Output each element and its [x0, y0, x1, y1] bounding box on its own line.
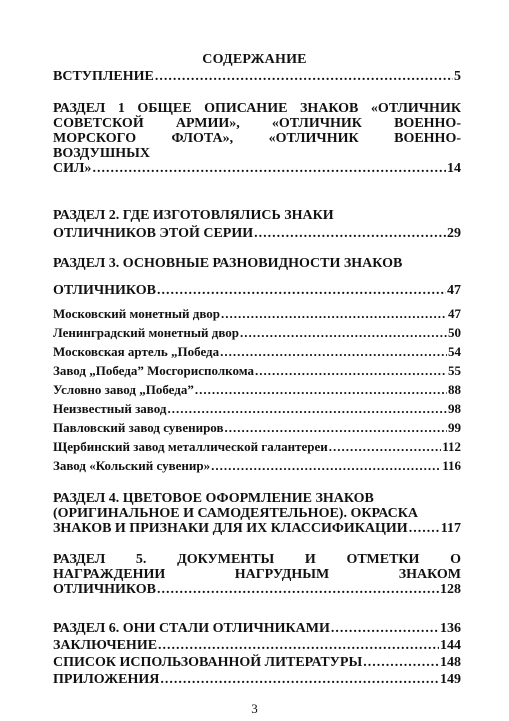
toc-line: РАЗДЕЛ 3. ОСНОВНЫЕ РАЗНОВИДНОСТИ ЗНАКОВ: [53, 256, 403, 271]
leader-dots: [155, 69, 453, 84]
toc-page: 54: [448, 344, 461, 359]
toc-subentry: [53, 401, 461, 420]
toc-label: ОТЛИЧНИКОВ ЭТОЙ СЕРИИ: [53, 226, 254, 241]
toc-label: ЗНАКОВ И ПРИЗНАКИ ДЛЯ ИХ КЛАССИФИКАЦИИ: [53, 521, 408, 536]
leader-dots: [409, 521, 440, 536]
toc-label: Ленинградский монетный двор: [53, 325, 239, 340]
toc-entry-section-5: [53, 552, 461, 597]
toc-label: Завод „Победа” Мосгорисполкома: [53, 363, 254, 378]
toc-subentry: [53, 382, 461, 401]
toc-page: 50: [448, 325, 461, 340]
leader-dots: [92, 161, 446, 176]
toc-line: РАЗДЕЛ 4. ЦВЕТОВОЕ ОФОРМЛЕНИЕ ЗНАКОВ: [53, 491, 374, 506]
toc-page: 136: [440, 621, 461, 636]
toc-page: 148: [440, 655, 461, 670]
toc-page: 144: [440, 638, 461, 653]
toc-page: 88: [448, 382, 461, 397]
toc-label: Павловский завод сувениров: [53, 420, 224, 435]
toc-sublist: [53, 306, 461, 477]
toc-page: 5: [454, 69, 461, 84]
toc-entry-section-4: [53, 491, 461, 536]
page-number: 3: [251, 701, 258, 716]
toc-line: (ОРИГИНАЛЬНОЕ И САМОДЕЯТЕЛЬНОЕ). ОКРАСКА: [53, 506, 419, 521]
toc-label: Московская артель „Победа: [53, 344, 220, 359]
toc-subentry: [53, 420, 461, 439]
toc-entry-intro: [53, 69, 461, 84]
toc-page: 117: [440, 521, 461, 536]
leader-dots: [211, 458, 441, 473]
toc-page: 112: [442, 439, 461, 454]
toc-label: Щербинский завод металлической галантереи: [53, 439, 328, 454]
leader-dots: [195, 382, 447, 397]
leader-dots: [157, 283, 446, 298]
toc-line: СОВЕТСКОЙ АРМИИ», «ОТЛИЧНИК ВОЕННО-: [53, 116, 461, 131]
leader-dots: [221, 306, 447, 321]
toc-page: 55: [448, 363, 461, 378]
leader-dots: [158, 638, 439, 653]
leader-dots: [329, 439, 441, 454]
toc-label: РАЗДЕЛ 6. ОНИ СТАЛИ ОТЛИЧНИКАМИ: [53, 621, 330, 636]
leader-dots: [157, 582, 439, 597]
toc-page: 98: [448, 401, 461, 416]
leader-dots: [220, 344, 447, 359]
toc-label: Неизвестный завод: [53, 401, 167, 416]
toc-label: ПРИЛОЖЕНИЯ: [53, 672, 160, 687]
toc-page: 47: [447, 283, 461, 298]
toc-label: Московский монетный двор: [53, 306, 220, 321]
toc-entry-literature: [53, 655, 461, 672]
toc-entry-conclusion: [53, 638, 461, 655]
toc-subentry: [53, 306, 461, 325]
toc-page: 128: [440, 582, 461, 597]
leader-dots: [240, 325, 447, 340]
toc-entry-section-6: [53, 621, 461, 689]
toc-line: НАГРАЖДЕНИИ НАГРУДНЫМ ЗНАКОМ: [53, 567, 461, 582]
toc-label: ЗАКЛЮЧЕНИЕ: [53, 638, 158, 653]
toc-line: РАЗДЕЛ 1 ОБЩЕЕ ОПИСАНИЕ ЗНАКОВ «ОТЛИЧНИК: [53, 101, 461, 116]
toc-page: 99: [448, 420, 461, 435]
toc-title: СОДЕРЖАНИЕ: [202, 52, 307, 67]
toc-label: ОТЛИЧНИКОВ: [53, 582, 156, 597]
toc-line: МОРСКОГО ФЛОТА», «ОТЛИЧНИК ВОЕННО-: [53, 131, 461, 146]
leader-dots: [331, 621, 439, 636]
toc-subentry: [53, 439, 461, 458]
toc-page: 14: [447, 161, 461, 176]
leader-dots: [167, 401, 447, 416]
leader-dots: [363, 655, 439, 670]
toc-page: 29: [447, 226, 461, 241]
toc-subentry: [53, 458, 461, 477]
leader-dots: [160, 672, 439, 687]
toc-label: СПИСОК ИСПОЛЬЗОВАННОЙ ЛИТЕРАТУРЫ: [53, 655, 363, 670]
toc-label: ОТЛИЧНИКОВ: [53, 283, 156, 298]
toc-entry-section-2: [53, 208, 461, 241]
toc-label: Завод «Кольский сувенир»: [53, 458, 211, 473]
toc-entry-appendix: [53, 672, 461, 689]
toc-line: РАЗДЕЛ 2. ГДЕ ИЗГОТОВЛЯЛИСЬ ЗНАКИ: [53, 208, 334, 223]
leader-dots: [225, 420, 447, 435]
toc-subentry: [53, 325, 461, 344]
toc-label: Условно завод „Победа”: [53, 382, 194, 397]
toc-page: 149: [440, 672, 461, 687]
leader-dots: [255, 363, 447, 378]
toc-page: 116: [442, 458, 461, 473]
toc-page: 47: [448, 306, 461, 321]
toc-label: ВСТУПЛЕНИЕ: [53, 69, 154, 84]
toc-line: РАЗДЕЛ 5. ДОКУМЕНТЫ И ОТМЕТКИ О: [53, 552, 461, 567]
toc-entry-section-1: [53, 101, 461, 176]
toc-subentry: [53, 363, 461, 382]
toc-label: СИЛ»: [53, 161, 92, 176]
leader-dots: [254, 226, 446, 241]
toc-line: ВОЗДУШНЫХ: [53, 146, 150, 161]
toc-subentry: [53, 344, 461, 363]
toc-entry-section-3: [53, 256, 461, 298]
